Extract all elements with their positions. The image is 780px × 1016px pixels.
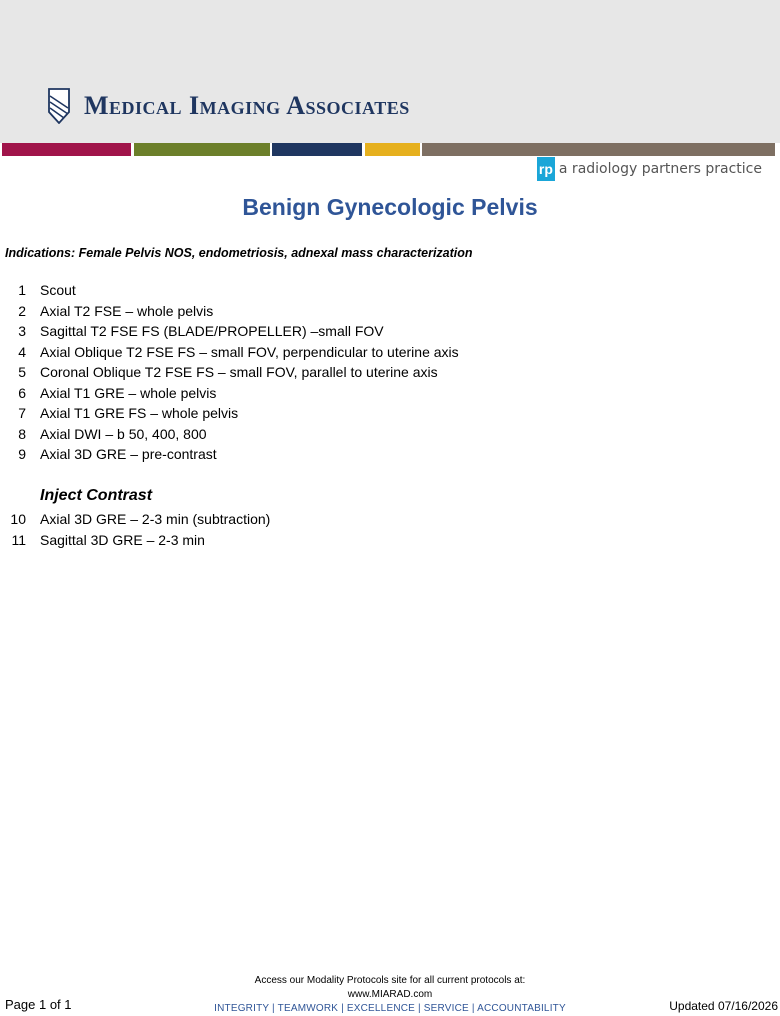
item-text: Sagittal 3D GRE – 2-3 min — [40, 531, 205, 548]
item-number: 3 — [18, 323, 26, 339]
rp-logo-icon: rp — [537, 157, 555, 181]
org-name: Medical Imaging Associates — [84, 91, 410, 120]
item-number: 4 — [18, 343, 26, 360]
item-text: Axial T1 GRE FS – whole pelvis — [40, 405, 239, 421]
partner-tagline: a radiology partners practice — [558, 161, 762, 177]
item-text: Axial Oblique T2 FSE FS – small FOV, perpendicular to uterine axis — [40, 343, 459, 360]
item-number: 7 — [18, 405, 26, 421]
partner-badge — [537, 157, 762, 181]
page-number: Page 1 of 1 — [5, 997, 72, 1012]
stripe-segment — [134, 143, 270, 156]
item-number: 5 — [18, 364, 26, 380]
item-text: Axial T1 GRE – whole pelvis — [40, 384, 217, 401]
color-stripe — [0, 143, 780, 156]
item-number: 6 — [18, 384, 26, 401]
item-number: 9 — [18, 446, 26, 462]
item-number: 2 — [18, 302, 26, 319]
item-text: Sagittal T2 FSE FS (BLADE/PROPELLER) –small FOV — [40, 323, 384, 339]
item-text: Axial DWI – b 50, 400, 800 — [40, 425, 207, 442]
item-number: 11 — [11, 531, 26, 548]
item-text: Scout — [40, 282, 76, 298]
stripe-segment — [2, 143, 131, 156]
item-text: Axial T2 FSE – whole pelvis — [40, 302, 214, 319]
item-text: Axial 3D GRE – 2-3 min (subtraction) — [40, 511, 271, 527]
item-text: Coronal Oblique T2 FSE FS – small FOV, parallel to uterine axis — [40, 364, 438, 380]
page-title: Benign Gynecologic Pelvis — [242, 194, 538, 220]
stripe-segment — [365, 143, 420, 156]
item-number: 1 — [18, 282, 26, 298]
item-number: 10 — [10, 511, 26, 527]
org-logo — [48, 88, 410, 124]
stripe-segment — [422, 143, 775, 156]
item-number: 8 — [18, 425, 26, 442]
access-text: Access our Modality Protocols site for all current protocols at: — [254, 975, 526, 986]
shield-icon — [48, 88, 70, 124]
inject-contrast-heading: Inject Contrast — [40, 487, 153, 504]
indications-text: Indications: Female Pelvis NOS, endometriosis, adnexal mass characterization — [5, 246, 473, 260]
letterhead-banner — [0, 0, 780, 143]
updated-date: Updated 07/16/2026 — [669, 999, 778, 1013]
footer-info — [0, 975, 780, 1014]
values-line: INTEGRITY | TEAMWORK | EXCELLENCE | SERVICE | ACCOUNTABILITY — [214, 1003, 566, 1014]
stripe-segment — [272, 143, 362, 156]
item-text: Axial 3D GRE – pre-contrast — [40, 446, 217, 462]
site-link[interactable]: www.MIARAD.com — [347, 989, 433, 1000]
